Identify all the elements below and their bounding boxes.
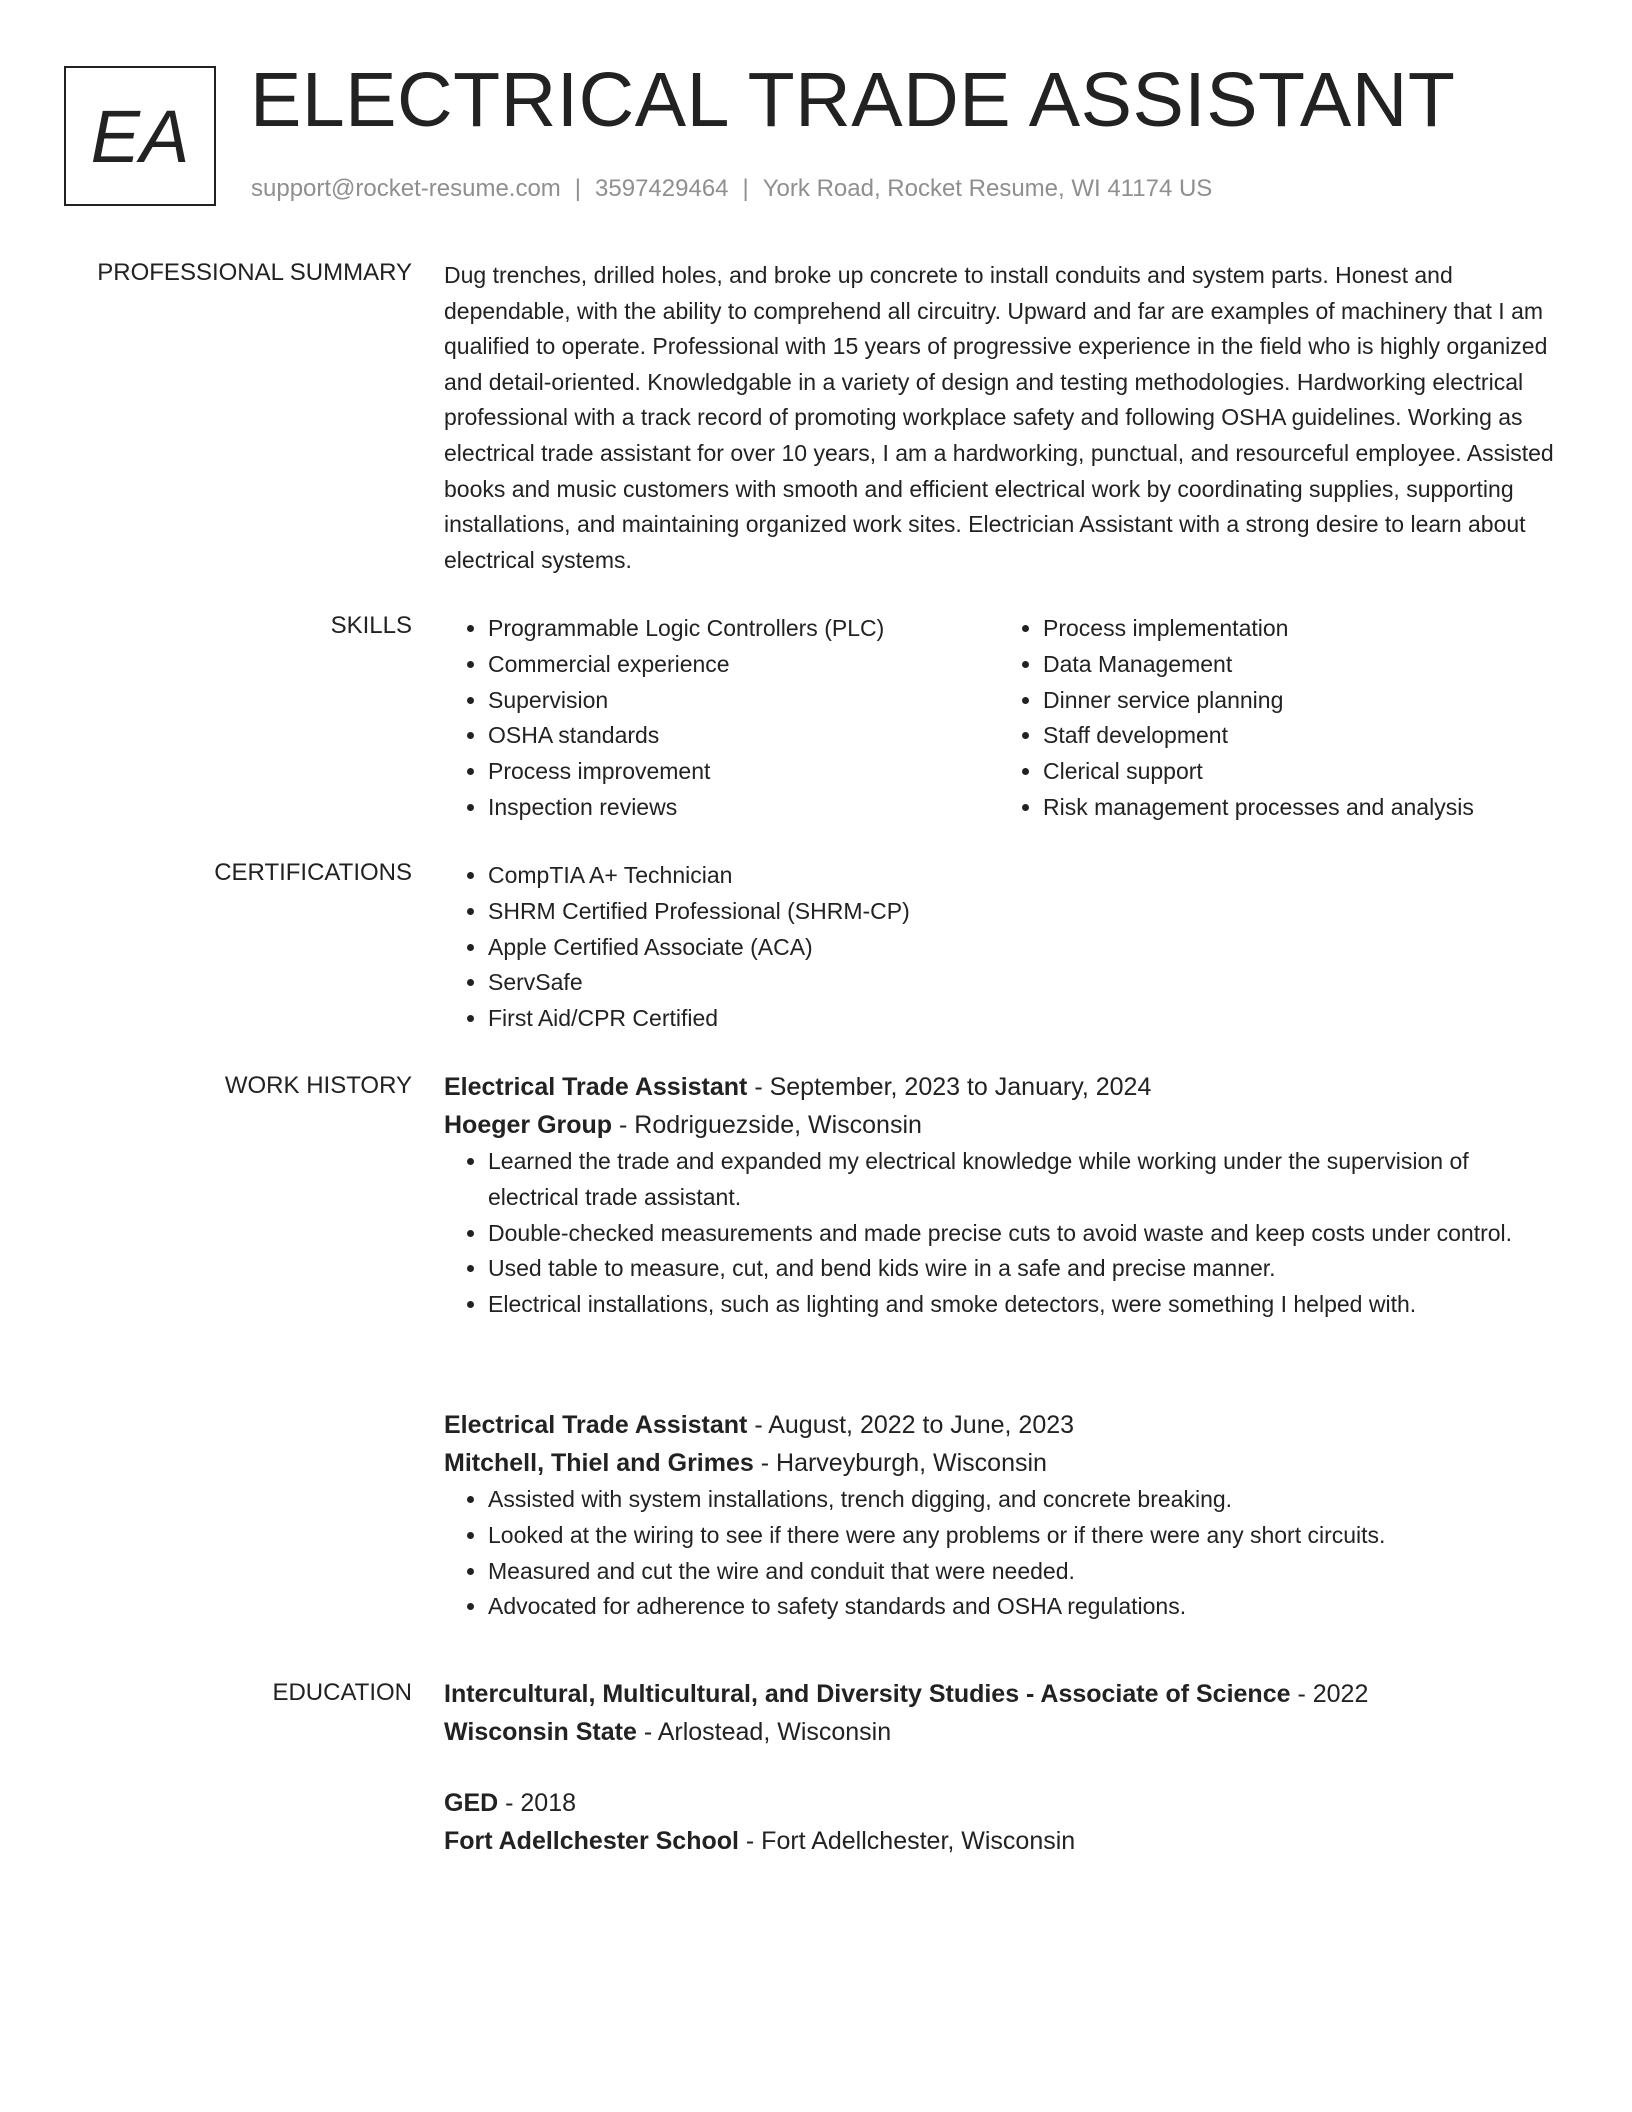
skill-item: • Supervision xyxy=(488,683,999,719)
job-entry xyxy=(444,1406,1554,1625)
certification-item: • First Aid/CPR Certified xyxy=(488,1001,1554,1037)
certification-item: • CompTIA A+ Technician xyxy=(488,858,1554,894)
job-company: Hoeger Group xyxy=(444,1111,613,1139)
page-title: ELECTRICAL TRADE ASSISTANT xyxy=(250,57,1456,143)
job-dates: - September, 2023 to January, 2024 xyxy=(747,1073,1152,1101)
skill-item: • Staff development xyxy=(1043,718,1554,754)
skills-list-right xyxy=(999,611,1554,826)
education-school: Fort Adellchester School xyxy=(444,1827,739,1855)
certifications-list xyxy=(444,858,1554,1037)
skill-item: • Process implementation xyxy=(1043,611,1554,647)
job-bullets xyxy=(444,1144,1554,1323)
skill-item: • Process improvement xyxy=(488,754,999,790)
job-title-line xyxy=(444,1406,1554,1444)
skill-item: • Clerical support xyxy=(1043,754,1554,790)
job-bullet: • Looked at the wiring to see if there were any problems or if there were any short circuits. xyxy=(488,1518,1554,1554)
education-school: Wisconsin State xyxy=(444,1718,637,1746)
job-bullet: • Double-checked measurements and made precise cuts to avoid waste and keep costs under control. xyxy=(488,1216,1554,1252)
education-degree-line xyxy=(444,1784,1554,1822)
contact-address: York Road, Rocket Resume, WI 41174 US xyxy=(762,175,1213,202)
skill-item: • Inspection reviews xyxy=(488,790,999,826)
skill-item: • Risk management processes and analysis xyxy=(1043,790,1554,826)
education-degree: GED xyxy=(444,1789,499,1817)
section-label-skills: SKILLS xyxy=(330,612,412,639)
job-bullet: • Used table to measure, cut, and bend kids wire in a safe and precise manner. xyxy=(488,1251,1554,1287)
skill-item: • Dinner service planning xyxy=(1043,683,1554,719)
education-entry xyxy=(444,1675,1554,1751)
education-degree-line xyxy=(444,1675,1554,1713)
education-year: - 2018 xyxy=(498,1789,577,1817)
skill-item: • Programmable Logic Controllers (PLC) xyxy=(488,611,999,647)
job-bullet: • Electrical installations, such as lighting and smoke detectors, were something I helped with. xyxy=(488,1287,1554,1323)
job-company: Mitchell, Thiel and Grimes xyxy=(444,1449,754,1477)
job-company-line xyxy=(444,1106,1554,1144)
job-title-line xyxy=(444,1068,1554,1106)
job-bullet: • Assisted with system installations, trench digging, and concrete breaking. xyxy=(488,1482,1554,1518)
job-title: Electrical Trade Assistant xyxy=(444,1073,748,1101)
skill-item: • Data Management xyxy=(1043,647,1554,683)
certification-item: • SHRM Certified Professional (SHRM-CP) xyxy=(488,894,1554,930)
education-school-line xyxy=(444,1822,1554,1860)
section-label-work-history: WORK HISTORY xyxy=(224,1072,412,1099)
job-dates: - August, 2022 to June, 2023 xyxy=(747,1411,1075,1439)
job-bullet: • Learned the trade and expanded my electrical knowledge while working under the supervision of electrical trade assistant. xyxy=(488,1144,1554,1216)
section-label-certifications: CERTIFICATIONS xyxy=(214,859,412,886)
skill-item: • Commercial experience xyxy=(488,647,999,683)
contact-phone: 3597429464 xyxy=(595,175,729,202)
job-bullets xyxy=(444,1482,1554,1625)
contact-separator: | xyxy=(574,175,582,202)
certification-item: • ServSafe xyxy=(488,965,1554,1001)
education-school-line xyxy=(444,1713,1554,1751)
job-title: Electrical Trade Assistant xyxy=(444,1411,748,1439)
skills-list-left xyxy=(444,611,999,826)
job-location: - Rodriguezside, Wisconsin xyxy=(612,1111,922,1139)
job-location: - Harveyburgh, Wisconsin xyxy=(753,1449,1047,1477)
job-entry xyxy=(444,1068,1554,1323)
job-company-line xyxy=(444,1444,1554,1482)
skill-item: • OSHA standards xyxy=(488,718,999,754)
monogram-logo: EA xyxy=(64,66,216,206)
education-location: - Arlostead, Wisconsin xyxy=(636,1718,892,1746)
contact-separator: | xyxy=(742,175,749,202)
education-year: - 2022 xyxy=(1290,1680,1369,1708)
education-entry xyxy=(444,1784,1554,1860)
contact-email: support@rocket-resume.com xyxy=(251,175,561,202)
section-label-summary: PROFESSIONAL SUMMARY xyxy=(97,259,412,286)
education-degree: Intercultural, Multicultural, and Diversity Studies - Associate of Science xyxy=(444,1680,1291,1708)
summary-text: Dug trenches, drilled holes, and broke up concrete to install conduits and system parts. Honest and dependable, with the ability to comprehend all circuitry. Upward and far are examples of machinery that I am qualified to operate. Professional with 15 years of progressive experience in the field who is highly organized and detail-oriented. Knowledgable in a variety of design and testing methodologies. Hardworking electrical professional with a track record of promoting workplace safety and following OSHA guidelines. Working as electrical trade assistant for over 10 years, I am a hardworking, punctual, and resourceful employee. Assisted books and music customers with smooth and efficient electrical work by coordinating supplies, supporting installations, and maintaining organized work sites. Electrician Assistant with a strong desire to learn about electrical systems. xyxy=(444,262,1554,573)
contact-line xyxy=(251,174,1212,204)
certification-item: • Apple Certified Associate (ACA) xyxy=(488,930,1554,966)
education-location: - Fort Adellchester, Wisconsin xyxy=(738,1827,1076,1855)
job-bullet: • Advocated for adherence to safety standards and OSHA regulations. xyxy=(488,1589,1554,1625)
section-label-education: EDUCATION xyxy=(272,1679,412,1706)
job-bullet: • Measured and cut the wire and conduit that were needed. xyxy=(488,1554,1554,1590)
